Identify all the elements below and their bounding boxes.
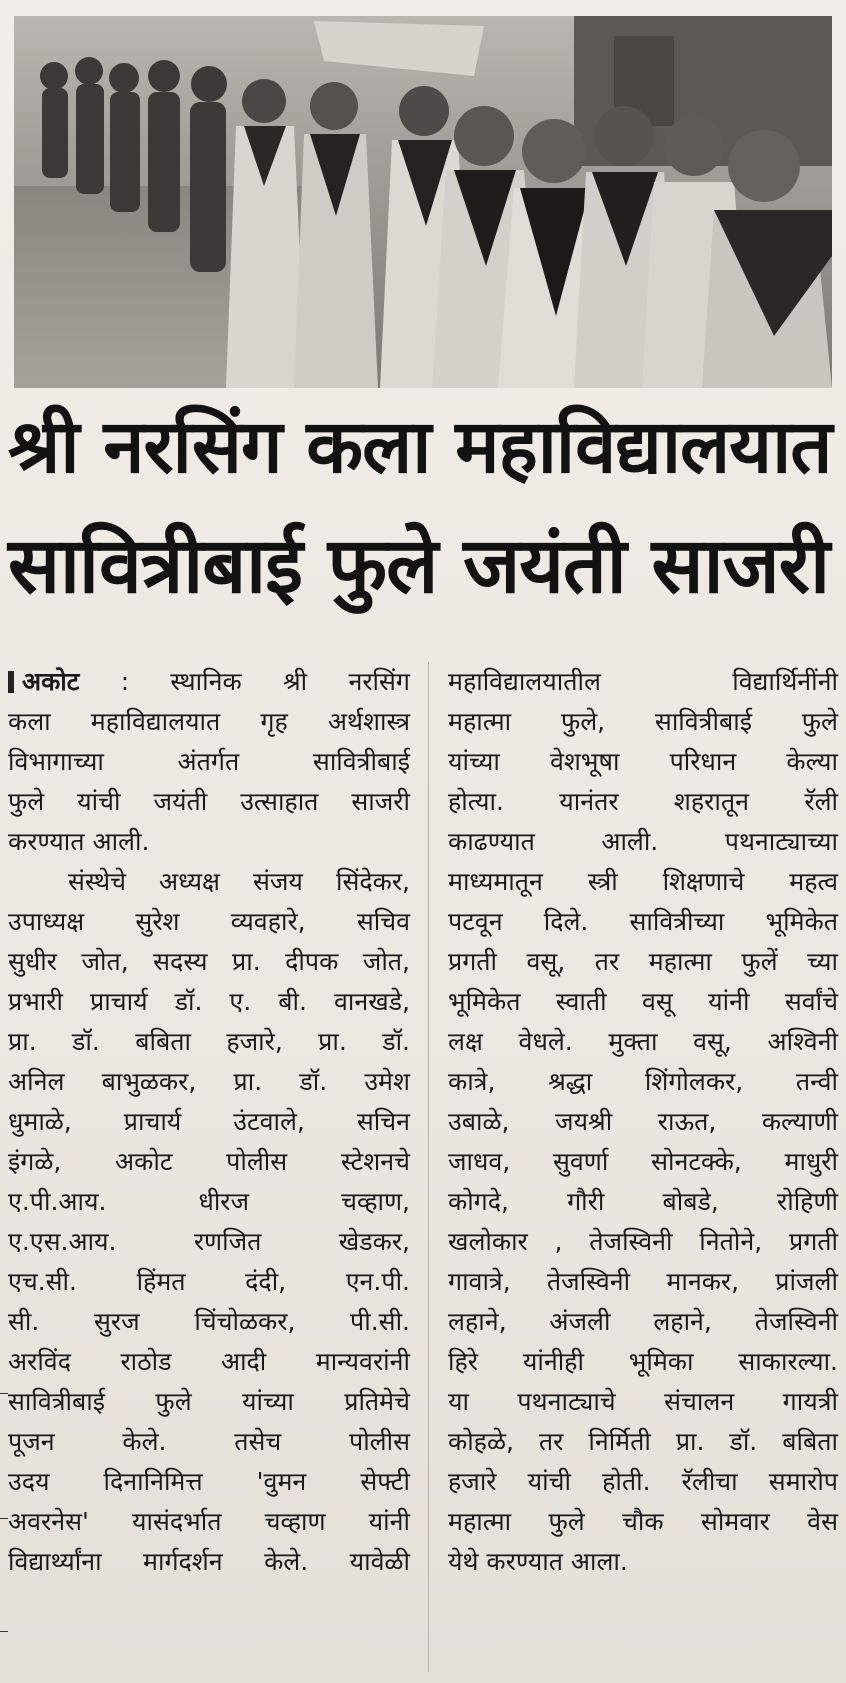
- margin-mark: [0, 1518, 8, 1519]
- right-line: कोहळे, तर निर्मिती प्रा. डॉ. बबिता: [448, 1427, 838, 1456]
- article-right-column: [448, 662, 838, 1582]
- right-line: खलोकार , तेजस्विनी नितोने, प्रगती: [448, 1227, 838, 1256]
- left-line: अनिल बाभुळकर, प्रा. डॉ. उमेश: [8, 1067, 410, 1096]
- right-line: हजारे यांची होती. रॅलीचा समारोप: [448, 1467, 838, 1496]
- right-line: प्रगती वसू, तर महात्मा फुलें च्या: [448, 947, 838, 976]
- right-line: महाविद्यालयातील विद्यार्थिनींनी: [448, 667, 838, 696]
- right-line: कोगदे, गौरी बोबडे, रोहिणी: [448, 1187, 838, 1216]
- left-line: सुधीर जोत, सदस्य प्रा. दीपक जोत,: [8, 947, 410, 976]
- left-line: उपाध्यक्ष सुरेश व्यवहारे, सचिव: [8, 907, 410, 936]
- right-line: कात्रे, श्रद्धा शिंगोलकर, तन्वी: [448, 1067, 838, 1096]
- left-line: विद्यार्थ्यांना मार्गदर्शन केले. यावेळी: [8, 1547, 410, 1576]
- rally-photo-illustration: [14, 16, 832, 388]
- headline-line-2: सावित्रीबाई फुले जयंती साजरी: [8, 522, 830, 611]
- left-line: उदय दिनानिमित्त 'वुमन सेफ्टी: [8, 1467, 410, 1496]
- rally-photo: [14, 16, 832, 388]
- right-line: पटवून दिले. सावित्रीच्या भूमिकेत: [448, 907, 838, 936]
- left-line: सावित्रीबाई फुले यांच्या प्रतिमेचे: [8, 1387, 410, 1416]
- margin-mark: [0, 1393, 8, 1394]
- left-line: सी. सुरज चिंचोळकर, पी.सी.: [8, 1307, 410, 1336]
- left-line: धुमाळे, प्राचार्य उंटवाले, सचिन: [8, 1107, 410, 1136]
- left-line: अवरनेस' यासंदर्भात चव्हाण यांनी: [8, 1507, 410, 1536]
- left-line: इंगळे, अकोट पोलीस स्टेशनचे: [8, 1147, 410, 1176]
- right-line: या पथनाट्याचे संचालन गायत्री: [448, 1387, 838, 1416]
- right-line: यांच्या वेशभूषा परिधान केल्या: [448, 747, 838, 776]
- right-line: हिरे यांनीही भूमिका साकारल्या.: [448, 1347, 838, 1376]
- right-line: काढण्यात आली. पथनाट्याच्या: [448, 827, 838, 856]
- column-divider: [428, 662, 429, 1672]
- left-line: प्रा. डॉ. बबिता हजारे, प्रा. डॉ.: [8, 1027, 410, 1056]
- right-line: होत्या. यानंतर शहरातून रॅली: [448, 787, 838, 816]
- article-left-column: [8, 662, 410, 1582]
- margin-mark: [0, 1631, 8, 1632]
- dateline-marker-icon: [8, 671, 14, 693]
- left-line: फुले यांची जयंती उत्साहात साजरी: [8, 787, 410, 816]
- left-line: कला महाविद्यालयात गृह अर्थशास्त्र: [8, 707, 410, 736]
- left-line: संस्थेचे अध्यक्ष संजय सिंदेकर,: [68, 867, 410, 896]
- left-line: ए.एस.आय. रणजित खेडकर,: [8, 1227, 410, 1256]
- right-line: महात्मा फुले, सावित्रीबाई फुले: [448, 707, 838, 736]
- left-line: करण्यात आली.: [8, 827, 150, 856]
- left-line: विभागाच्या अंतर्गत सावित्रीबाई: [8, 747, 410, 776]
- right-line: लहाने, अंजली लहाने, तेजस्विनी: [448, 1307, 838, 1336]
- right-line: लक्ष वेधले. मुक्ता वसू, अश्विनी: [448, 1027, 838, 1056]
- left-line: अरविंद राठोड आदी मान्यवरांनी: [8, 1347, 410, 1376]
- right-line: उबाळे, जयश्री राऊत, कल्याणी: [448, 1107, 838, 1136]
- headline-line-1: श्री नरसिंग कला महाविद्यालयात: [8, 404, 832, 490]
- right-line: गावात्रे, तेजस्विनी मानकर, प्रांजली: [448, 1267, 838, 1296]
- left-line: ए.पी.आय. धीरज चव्हाण,: [8, 1187, 410, 1216]
- left-line: एच.सी. हिंमत दंदी, एन.पी.: [8, 1267, 410, 1296]
- right-line: जाधव, सुवर्णा सोनटक्के, माधुरी: [448, 1147, 838, 1176]
- right-line: माध्यमातून स्त्री शिक्षणाचे महत्व: [448, 867, 838, 896]
- left-line: प्रभारी प्राचार्य डॉ. ए. बी. वानखडे,: [8, 987, 410, 1016]
- right-line: येथे करण्यात आला.: [448, 1547, 628, 1576]
- right-line: भूमिकेत स्वाती वसू यांनी सर्वांचे: [448, 987, 838, 1016]
- left-line: : स्थानिक श्री नरसिंग: [79, 667, 410, 696]
- dateline: अकोट: [22, 667, 80, 696]
- article-first-line: [8, 662, 410, 702]
- right-line: महात्मा फुले चौक सोमवार वेस: [448, 1507, 838, 1536]
- left-line: पूजन केले. तसेच पोलीस: [8, 1427, 410, 1456]
